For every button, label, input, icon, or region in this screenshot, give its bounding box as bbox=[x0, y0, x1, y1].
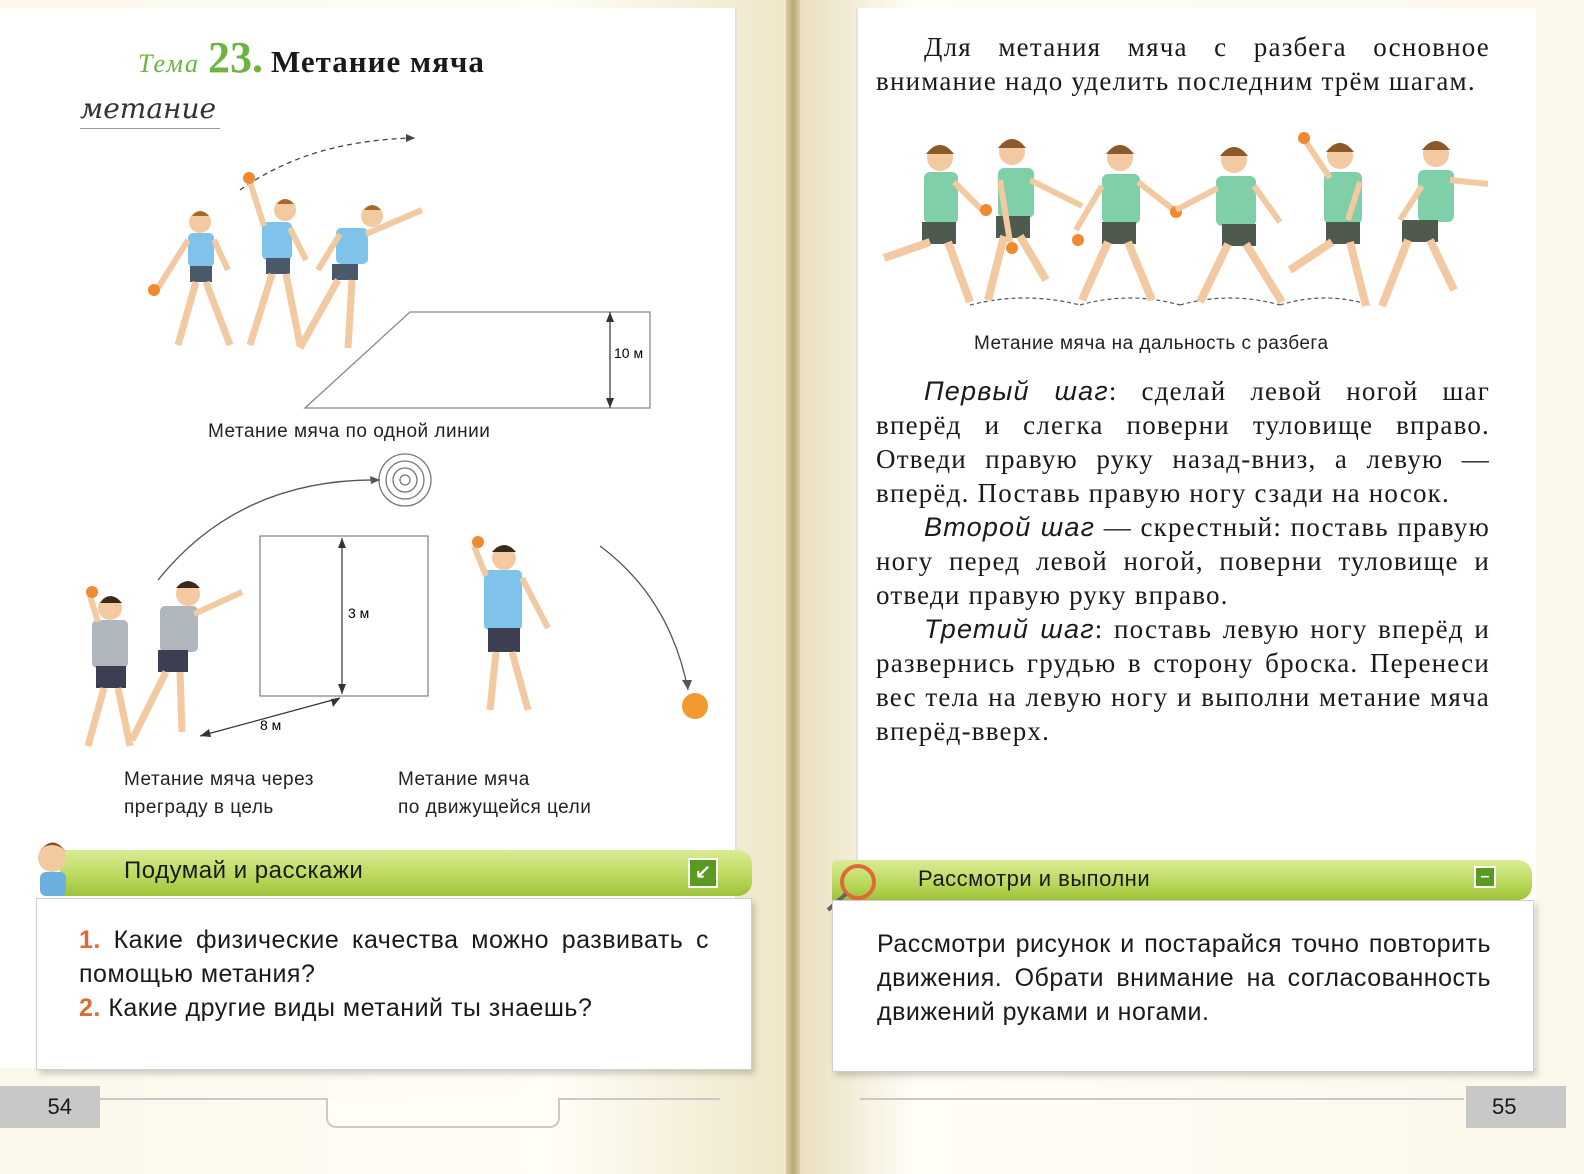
caption-barrier-line2: преграду в цель bbox=[124, 797, 274, 818]
step-1-label: Первый шаг bbox=[924, 376, 1109, 406]
athlete-figure-1 bbox=[148, 211, 230, 345]
athlete-figure-4 bbox=[86, 586, 130, 746]
throwing-zone bbox=[305, 312, 650, 408]
footer-rule-right bbox=[860, 1098, 1464, 1100]
runner-6 bbox=[1382, 141, 1488, 306]
runner-2 bbox=[988, 139, 1082, 300]
page-number-right: 55 bbox=[1466, 1086, 1566, 1128]
question-2-number: 2. bbox=[79, 994, 101, 1022]
width-label-8m: 8 м bbox=[260, 717, 282, 733]
task-section-title: Рассмотри и выполни bbox=[918, 866, 1151, 891]
think-section-icon: ↙ bbox=[688, 858, 718, 888]
question-2 bbox=[79, 991, 709, 1025]
step-1-sep: : bbox=[1108, 376, 1118, 406]
step-2 bbox=[876, 510, 1490, 612]
question-1-text: Какие физические качества можно развивать с помощью метания? bbox=[79, 926, 709, 988]
step-1-text: сделай левой ногой шаг вперёд и слегка поверни туловище вправо. Отведи правую руку назад-вниз, а левую — вперёд. Поставь правую ногу сзади на носок. bbox=[876, 376, 1490, 508]
handwriting-underline bbox=[80, 128, 220, 129]
step-3 bbox=[876, 612, 1490, 748]
caption-barrier-line1: Метание мяча через bbox=[124, 769, 314, 790]
runner-5 bbox=[1290, 132, 1366, 306]
book-gutter bbox=[786, 0, 800, 1174]
trajectory-arc bbox=[158, 480, 380, 580]
think-section-title: Подумай и расскажи bbox=[124, 857, 364, 884]
page-number-left: 54 bbox=[0, 1086, 100, 1128]
task-box bbox=[832, 900, 1534, 1072]
page-title: Метание мяча bbox=[271, 44, 485, 79]
step-3-text: поставь левую ногу вперёд и развернись грудью в сторону броска. Перенеси вес тела на левую ногу и выполни метание мяча вперёд-вверх. bbox=[876, 614, 1490, 746]
intro-paragraph: Для метания мяча с разбега основное внимание надо уделить последним трём шагам. bbox=[876, 32, 1490, 96]
footer-tab-notch bbox=[326, 1098, 560, 1128]
caption-moving-target bbox=[398, 766, 591, 822]
athlete-figure-5 bbox=[132, 581, 242, 740]
question-1-number: 1. bbox=[79, 926, 101, 954]
caption-barrier-throw bbox=[124, 766, 314, 822]
topic-heading bbox=[138, 32, 485, 83]
target-icon bbox=[379, 454, 431, 506]
step-2-sep: — bbox=[1095, 512, 1132, 542]
runner-1 bbox=[884, 145, 992, 302]
step-path-arrows bbox=[970, 298, 1370, 305]
trajectory-arrow bbox=[240, 138, 415, 190]
task-text: Рассмотри рисунок и постарайся точно повторить движения. Обрати внимание на согласованность движений руками и ногами. bbox=[877, 930, 1491, 1026]
distance-label-10m: 10 м bbox=[614, 345, 644, 361]
height-label-3m: 3 м bbox=[348, 605, 370, 621]
moving-target-ball bbox=[682, 693, 708, 719]
question-1 bbox=[79, 923, 709, 991]
caption-throw-one-line: Метание мяча по одной линии bbox=[208, 421, 491, 442]
step-2-label: Второй шаг bbox=[924, 512, 1096, 542]
caption-moving-line1: Метание мяча bbox=[398, 769, 530, 790]
step-1 bbox=[876, 374, 1490, 510]
caption-moving-line2: по движущейся цели bbox=[398, 797, 592, 818]
step-3-label: Третий шаг bbox=[924, 614, 1095, 644]
runner-3 bbox=[1072, 145, 1182, 300]
topic-word: Тема bbox=[138, 49, 201, 78]
runner-4 bbox=[1176, 147, 1282, 302]
athlete-figure-6 bbox=[472, 536, 548, 710]
step-2-text: скрестный: поставь правую ногу перед левой ногой, поверни туловище и отведи правую руку вправо. bbox=[876, 512, 1490, 610]
figure-throw-targets bbox=[70, 448, 730, 768]
intro-text-block bbox=[876, 30, 1490, 98]
moving-target-path bbox=[600, 546, 688, 690]
figure-run-up-throw bbox=[870, 130, 1500, 325]
steps-text-block bbox=[876, 374, 1490, 748]
boy-avatar-icon bbox=[34, 838, 74, 898]
figure-throw-one-line bbox=[140, 130, 670, 430]
athlete-figure-3 bbox=[300, 205, 422, 348]
task-section-icon: – bbox=[1474, 866, 1496, 888]
step-3-sep: : bbox=[1094, 614, 1104, 644]
question-list bbox=[79, 923, 709, 1025]
question-2-text: Какие другие виды метаний ты знаешь? bbox=[108, 994, 593, 1022]
caption-run-up-throw: Метание мяча на дальность с разбега bbox=[974, 333, 1329, 354]
topic-number: 23. bbox=[208, 33, 264, 82]
handwritten-word: метание bbox=[80, 92, 217, 125]
athlete-figure-2 bbox=[243, 172, 306, 345]
barrier-frame bbox=[260, 536, 428, 696]
think-questions-box bbox=[36, 898, 752, 1070]
